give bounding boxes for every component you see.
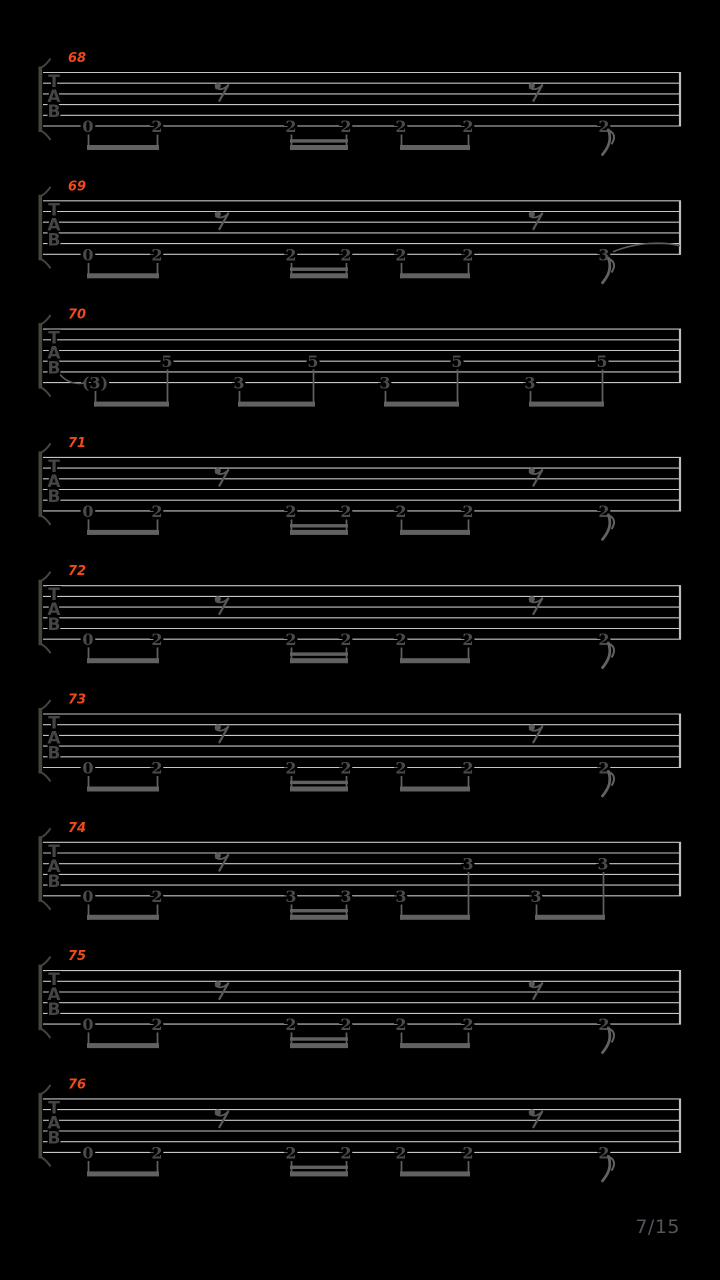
system-71: [39, 436, 682, 540]
bracket-curl-top: [42, 700, 51, 709]
fret-number: 3: [462, 854, 474, 874]
fret-number: 5: [596, 352, 608, 372]
fret-number: 2: [340, 1143, 352, 1163]
eighth-rest: [529, 211, 543, 229]
beam: [400, 1171, 470, 1176]
measure-number: 70: [68, 307, 87, 323]
system-bracket: [39, 451, 43, 517]
bracket-curl-bottom: [42, 516, 51, 525]
measure-number: 73: [68, 692, 87, 708]
eighth-rest: [215, 981, 229, 999]
fret-number: 2: [462, 501, 474, 521]
beam: [94, 402, 169, 407]
fret-number: 2: [151, 886, 163, 906]
tab-clef-letter: B: [47, 1000, 61, 1021]
tab-clef-letter: T: [48, 970, 60, 991]
eighth-rest: [529, 468, 543, 486]
fret-number: 2: [285, 245, 297, 265]
measure-number: 69: [68, 179, 87, 195]
system-bracket: [39, 67, 43, 133]
fret-number: 3: [233, 373, 245, 393]
fret-number: 2: [151, 1143, 163, 1163]
tab-clef-letter: A: [47, 1113, 61, 1134]
eighth-rest: [529, 596, 543, 614]
beam: [400, 273, 470, 278]
tab-clef-letter: T: [48, 72, 60, 92]
beam-sixteenth: [290, 1037, 348, 1040]
fret-number: 2: [462, 245, 474, 265]
eighth-rest: [215, 211, 229, 229]
bracket-curl-top: [42, 1085, 51, 1094]
system-bracket: [39, 1093, 43, 1159]
beam: [529, 402, 604, 407]
tab-clef-letter: A: [47, 600, 61, 621]
fret-number: 2: [285, 501, 297, 521]
beam: [384, 402, 459, 407]
beam-sixteenth: [290, 909, 348, 912]
system-72: [39, 564, 682, 668]
beam: [87, 658, 159, 663]
fret-number: 5: [161, 352, 173, 372]
beam: [87, 915, 159, 920]
fret-number: 2: [151, 1015, 163, 1035]
tab-clef-letter: T: [48, 200, 60, 221]
fret-number: 2: [395, 630, 407, 650]
bracket-curl-top: [42, 443, 51, 452]
beam-sixteenth: [290, 781, 348, 784]
system-73: [39, 693, 682, 797]
fret-number: 3: [285, 886, 297, 906]
fret-number: 2: [340, 245, 352, 265]
bracket-curl-bottom: [42, 644, 51, 653]
beam-sixteenth: [290, 139, 348, 142]
fret-number: 2: [151, 630, 163, 650]
eighth-rest: [529, 724, 543, 742]
fret-number: 2: [285, 1015, 297, 1035]
system-bracket: [39, 580, 43, 646]
beam: [290, 658, 348, 663]
fret-number: 2: [395, 1143, 407, 1163]
fret-number: 2: [462, 117, 474, 136]
fret-number: 2: [598, 117, 610, 136]
measure-number: 72: [68, 564, 87, 580]
system-bracket: [39, 195, 43, 260]
bracket-curl-top: [42, 187, 51, 196]
beam: [87, 530, 159, 535]
bracket-curl-bottom: [42, 259, 51, 268]
fret-number: 3: [530, 886, 542, 906]
fret-number: 2: [340, 501, 352, 521]
beam: [535, 915, 605, 920]
beam: [400, 787, 470, 792]
beam: [238, 402, 315, 407]
system-68: [39, 51, 682, 155]
beam: [400, 145, 470, 150]
system-69: [39, 179, 682, 282]
beam: [290, 1043, 348, 1048]
bracket-curl-top: [42, 957, 51, 966]
measure-number: 68: [68, 51, 87, 66]
tab-clef-letter: T: [48, 713, 60, 734]
beam: [87, 1043, 159, 1048]
tab-clef-letter: T: [48, 456, 60, 477]
fret-number: 2: [340, 117, 352, 136]
beam: [400, 1043, 470, 1048]
tab-clef-letter: A: [47, 985, 61, 1006]
tab-clef-letter: B: [47, 486, 61, 507]
beam-sixteenth: [290, 652, 348, 655]
fret-number: 2: [285, 758, 297, 778]
fret-number: 2: [151, 758, 163, 778]
measure-number: 75: [68, 949, 87, 965]
system-bracket: [39, 708, 43, 774]
fret-number: 2: [151, 245, 163, 265]
eighth-rest: [215, 83, 229, 101]
beam: [87, 273, 159, 278]
beam: [400, 530, 470, 535]
beam: [87, 787, 159, 792]
fret-number: 2: [340, 758, 352, 778]
tab-clef-letter: B: [47, 743, 61, 764]
tab-clef-letter: B: [47, 102, 61, 122]
eighth-rest: [215, 468, 229, 486]
fret-number: 2: [462, 1143, 474, 1163]
fret-number: 0: [82, 758, 94, 778]
fret-number: 2: [598, 758, 610, 778]
bracket-curl-top: [42, 315, 51, 324]
fret-number: 2: [151, 501, 163, 521]
fret-number: 0: [82, 630, 94, 650]
fret-number: 3: [379, 373, 391, 393]
eighth-rest: [529, 83, 543, 101]
measure-number: 71: [68, 435, 87, 451]
system-76: [39, 1077, 682, 1181]
fret-number: (3): [81, 373, 109, 393]
tab-clef-letter: T: [48, 585, 60, 606]
system-bracket: [39, 836, 43, 902]
tab-clef-letter: T: [48, 328, 60, 349]
fret-number: 3: [598, 245, 610, 265]
fret-number: 3: [597, 854, 609, 874]
fret-number: 3: [340, 886, 352, 906]
tab-clef-letter: A: [47, 215, 61, 236]
beam: [87, 145, 159, 150]
fret-number: 2: [598, 1015, 610, 1035]
eighth-rest: [215, 596, 229, 614]
fret-number: 2: [285, 630, 297, 650]
bracket-curl-top: [42, 572, 51, 581]
beam: [400, 658, 470, 663]
eighth-rest: [215, 853, 229, 871]
fret-number: 0: [82, 886, 94, 906]
fret-number: 0: [82, 117, 94, 136]
fret-number: 2: [598, 1143, 610, 1163]
beam-sixteenth: [290, 524, 348, 527]
beam: [400, 915, 470, 920]
fret-number: 2: [395, 758, 407, 778]
fret-number: 2: [395, 245, 407, 265]
tie-out: [613, 243, 680, 252]
fret-number: 2: [598, 630, 610, 650]
tab-clef-letter: A: [47, 87, 61, 107]
tab-clef-letter: B: [47, 1128, 61, 1149]
eighth-rest: [215, 1109, 229, 1127]
fret-number: 2: [340, 630, 352, 650]
fret-number: 2: [462, 758, 474, 778]
tab-clef-letter: A: [47, 343, 61, 364]
tab-clef-letter: B: [47, 871, 61, 892]
bracket-curl-bottom: [42, 1157, 51, 1166]
beam: [290, 273, 348, 278]
fret-number: 0: [82, 501, 94, 521]
beam: [290, 787, 348, 792]
fret-number: 2: [395, 501, 407, 521]
fret-number: 2: [340, 1015, 352, 1035]
fret-number: 5: [307, 352, 319, 372]
system-bracket: [39, 323, 43, 389]
bracket-curl-bottom: [42, 901, 51, 910]
fret-number: 2: [151, 117, 163, 136]
beam-sixteenth: [290, 268, 348, 271]
system-70: [39, 308, 682, 407]
system-75: [39, 949, 682, 1053]
beam: [290, 1171, 348, 1176]
bracket-curl-top: [42, 59, 51, 68]
system-bracket: [39, 965, 43, 1031]
measure-number: 76: [68, 1077, 87, 1093]
tab-clef-letter: A: [47, 856, 61, 877]
fret-number: 3: [395, 886, 407, 906]
system-74: [39, 821, 682, 920]
beam: [290, 915, 348, 920]
measure-number: 74: [68, 820, 87, 836]
tab-clef-letter: B: [47, 230, 61, 251]
fret-number: 2: [395, 117, 407, 136]
eighth-rest: [529, 1109, 543, 1127]
beam-sixteenth: [290, 1166, 348, 1169]
bracket-curl-bottom: [42, 388, 51, 397]
beam: [290, 530, 348, 535]
fret-number: 2: [462, 630, 474, 650]
fret-number: 0: [82, 1015, 94, 1035]
fret-number: 2: [285, 1143, 297, 1163]
tab-clef-letter: B: [47, 615, 61, 636]
tab-clef-letter: A: [47, 471, 61, 492]
fret-number: 3: [524, 373, 536, 393]
fret-number: 0: [82, 1143, 94, 1163]
beam: [290, 145, 348, 150]
tab-clef-letter: T: [48, 1098, 60, 1119]
fret-number: 2: [285, 117, 297, 136]
beam: [87, 1171, 159, 1176]
fret-number: 5: [451, 352, 463, 372]
eighth-rest: [215, 724, 229, 742]
bracket-curl-bottom: [42, 131, 51, 140]
fret-number: 2: [598, 501, 610, 521]
tab-clef-letter: T: [48, 841, 60, 862]
fret-number: 2: [395, 1015, 407, 1035]
tab-clef-letter: B: [47, 358, 61, 379]
fret-number: 0: [82, 245, 94, 265]
fret-number: 2: [462, 1015, 474, 1035]
page-indicator: 7/15: [635, 1216, 680, 1238]
bracket-curl-bottom: [42, 773, 51, 782]
bracket-curl-bottom: [42, 1029, 51, 1038]
eighth-rest: [529, 981, 543, 999]
bracket-curl-top: [42, 828, 51, 837]
tab-clef-letter: A: [47, 728, 61, 749]
